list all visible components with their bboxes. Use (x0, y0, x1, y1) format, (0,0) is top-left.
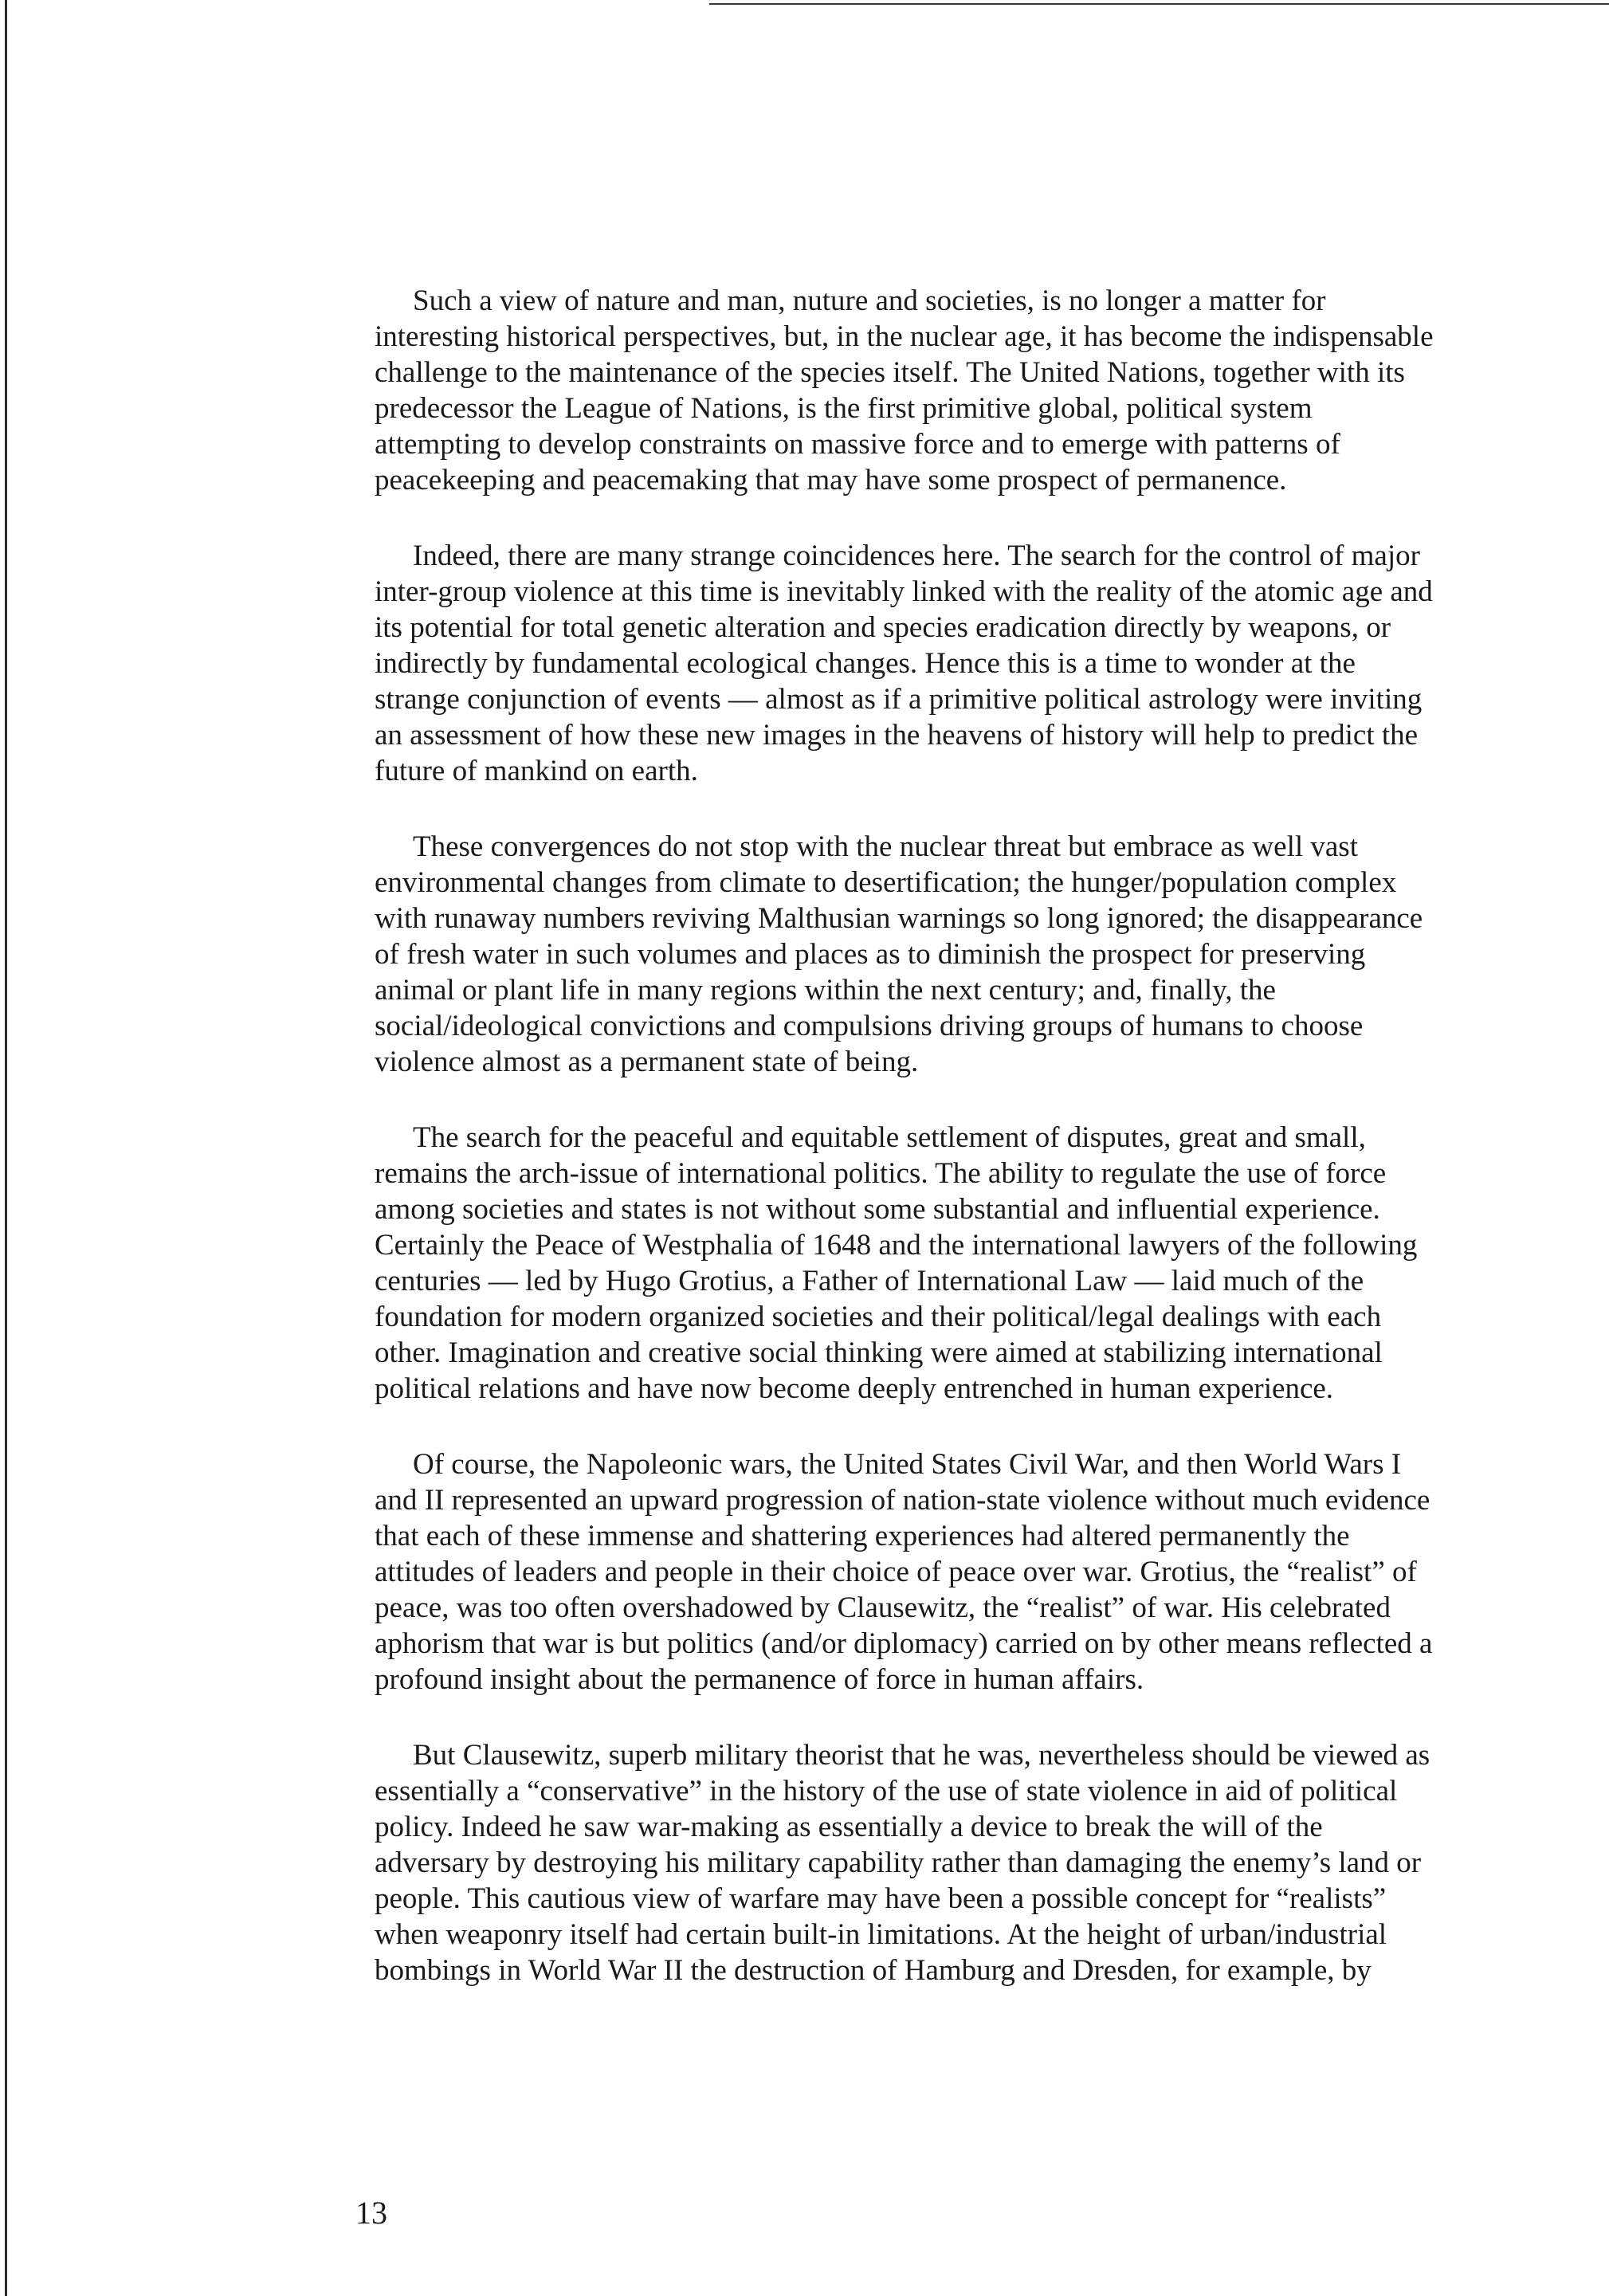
scan-edge-left (5, 0, 7, 2296)
paragraph-4: The search for the peaceful and equitable settlement of disputes, great and small, remains the arch-issue of international politics. The ability to regulate the use of force among societies and states is not without some substantial and influential experience. Certainly the Peace of Westphalia of 1648 and the international lawyers of the following centuries — led by Hugo Grotius, a Father of International Law — laid much of the foundation for modern organized societies and their political/legal dealings with each other. Imagination and creative social thinking were aimed at stabilizing international political relations and have now become deeply entrenched in human experience. (375, 1121, 1418, 1405)
paragraph-2: Indeed, there are many strange coincidences here. The search for the control of major inter-group violence at this time is inevitably linked with the reality of the atomic age and its potential for total genetic alteration and species eradication directly by weapons, or indirectly by fundamental ecological changes. Hence this is a time to wonder at the strange conjunction of events — almost as if a primitive political astrology were inviting an assessment of how these new images in the heavens of history will help to predict the future of mankind on earth. (375, 540, 1433, 787)
paragraph-5: Of course, the Napoleonic wars, the United States Civil War, and then World Wars I and II represented an upward progression of nation-state violence without much evidence that each of these immense and shattering experiences had altered permanently the attitudes of leaders and people in their choice of peace over war. Grotius, the “realist” of peace, was too often overshadowed by Clausewitz, the “realist” of war. His celebrated aphorism that war is but politics (and/or diplomacy) carried on by other means reflected a profound insight about the permanence of force in human affairs. (375, 1448, 1433, 1696)
body-text (375, 283, 1434, 2028)
scan-edge-top (709, 3, 1609, 5)
paragraph-3: These convergences do not stop with the nuclear threat but embrace as well vast environmental changes from climate to desertification; the hunger/population complex with runaway numbers reviving Malthusian warnings so long ignored; the disappearance of fresh water in such volumes and places as to diminish the prospect for preserving animal or plant life in many regions within the next century; and, finally, the social/ideological convictions and compulsions driving groups of humans to choose violence almost as a permanent state of being. (375, 830, 1423, 1078)
paragraph-1: Such a view of nature and man, nuture and societies, is no longer a matter for interesting historical perspectives, but, in the nuclear age, it has become the indispensable challenge to the maintenance of the species itself. The United Nations, together with its predecessor the League of Nations, is the first primitive global, political system attempting to develop constraints on massive force and to emerge with patterns of peacekeeping and peacemaking that may have some prospect of permanence. (375, 285, 1434, 496)
page-number: 13 (355, 2195, 387, 2231)
paragraph-6: But Clausewitz, superb military theorist that he was, nevertheless should be viewed as essentially a “conservative” in the history of the use of state violence in aid of political policy. Indeed he saw war-making as essentially a device to break the will of the adversary by destroying his military capability rather than damaging the enemy’s land or people. This cautious view of warfare may have been a possible concept for “realists” when weaponry itself had certain built-in limitations. At the height of urban/industrial bombings in World War II the destruction of Hamburg and Dresden, for example, by (375, 1739, 1430, 1987)
